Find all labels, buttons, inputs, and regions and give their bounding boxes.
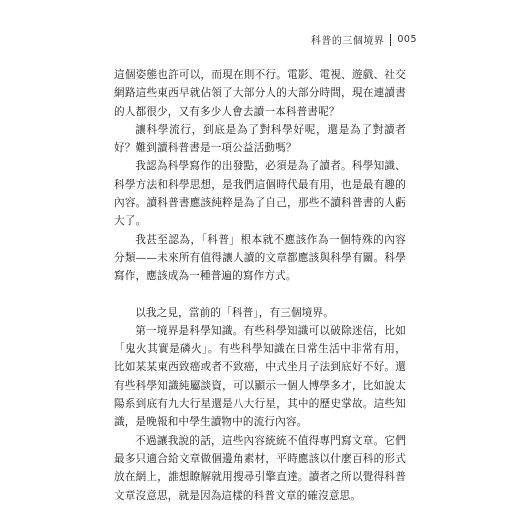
header-divider: [390, 34, 391, 46]
paragraph: 不過讓我說的話，這些內容統統不值得專門寫文章。它們最多只適合給文章做個邊角素材，平時應該以什麼百科的形式放在網上，誰想瞭解就用搜尋引擎直達。讀者之所以覺得科普文章沒意思，就是因為這樣的科普文章的確沒意思。: [114, 434, 406, 502]
paragraph: 我甚至認為，「科普」根本就不應該作為一個特殊的內容分類——未來所有值得讓人讀的文章都應該與科學有關。科學寫作，應該成為一種普遍的寫作方式。: [114, 233, 406, 283]
paragraph: 這個姿態也許可以，而現在則不行。電影、電視、遊戲、社交網路這些東西早就佔領了大部分人的大部分時間，現在連讀書的人都很少，又有多少人會去讀一本科普書呢？: [114, 69, 406, 118]
paragraph: 第一境界是科學知識。有些科學知識可以破除迷信，比如「鬼火其實是磷火」。有些科學知識在日常生活中非常有用，比如某某東西致癌或者不致癌，中式坐月子法到底好不好。還有些科學知識純屬談資，可以顯示一個人博學多才，比如說太陽系到底有九大行星還是八大行星，其中的歷史掌故。這些知識，是晚報和中學生讀物中的流行內容。: [114, 324, 406, 429]
running-header-title: 科普的三個境界: [310, 36, 385, 47]
page-number: 005: [397, 34, 417, 45]
section-break: [114, 286, 406, 304]
body-text: [114, 66, 406, 505]
paragraph: 以我之見，當前的「科普」，有三個境界。: [135, 306, 335, 319]
paragraph: 讓科學流行，到底是為了對科學好呢，還是為了對讀者好？難到讀科普書是一項公益活動嗎？: [114, 123, 406, 155]
paragraph: 我認為科學寫作的出發點，必須是為了讀者。科學知識、科學方法和科學思想，是我們這個時代最有用，也是最有趣的內容。讀科普書應該純粹是為了自己，那些不讀科普書的人虧大了。: [114, 160, 406, 228]
running-header: [311, 32, 417, 47]
